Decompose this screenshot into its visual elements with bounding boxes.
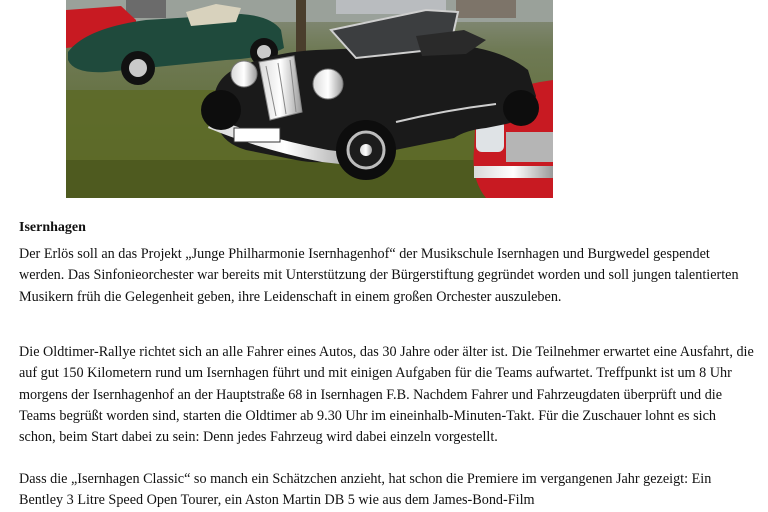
- article-heading: Isernhagen: [19, 220, 86, 235]
- article-paragraph-3: Dass die „Isernhagen Classic“ so manch ein Schätzchen anzieht, hat schon die Premiere im vergangenen Jahr gezeigt: Ein Bentley 3 Litre Speed Open Tourer, ein Aston Martin DB 5 wie aus dem James-Bond-Film: [19, 471, 712, 509]
- article-photo: [66, 0, 553, 198]
- article-paragraph-1: Der Erlös soll an das Projekt „Junge Philharmonie Isernhagenhof“ der Musikschule Isernhagen und Burgwedel gespendet werden. Das Sinfonieorchester war bereits mit Unterstützung der Bürgerstiftung gegründet worden und soll jungen talentierten Musikern früh die Gelegenheit geben, ihre Leidenschaft in einem großen Orchester auszuleben.: [19, 246, 739, 305]
- oldtimer-car-photo: [66, 0, 553, 198]
- article-paragraph-2: Die Oldtimer-Rallye richtet sich an alle Fahrer eines Autos, das 30 Jahre oder älter ist. Die Teilnehmer erwartet eine Ausfahrt, die auf gut 150 Kilometern rund um Isernhagen führt und mit einigen Aufgaben für die Teams aufwartet. Treffpunkt ist um 8 Uhr morgens der Isernhagenhof an der Hauptstraße 68 in Isernhagen F.B. Nachdem Fahrer und Fahrzeugdaten überprüft und die Teams begrüßt worden sind, starten die Oldtimer ab 9.30 Uhr im eineinhalb-Minuten-Takt. Für die Zuschauer lohnt es sich schon, beim Start dabei zu sein: Denn jedes Fahrzeug wird dabei einzeln vorgestellt.: [19, 344, 754, 446]
